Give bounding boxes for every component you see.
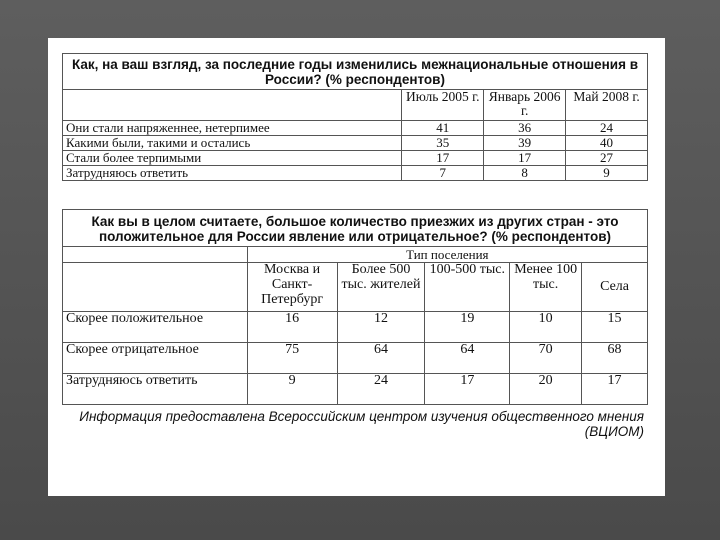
cell-value: 27: [566, 151, 648, 166]
header-blank: [63, 263, 248, 312]
row-label: Скорее положительное: [63, 312, 248, 343]
header-blank: [63, 247, 248, 263]
cell-value: 9: [566, 166, 648, 181]
cell-value: 64: [425, 343, 510, 374]
column-header: 100-500 тыс.: [425, 263, 510, 312]
table-row: [63, 121, 648, 136]
table-row: [63, 343, 648, 374]
cell-value: 24: [337, 374, 425, 405]
column-header: Январь 2006 г.: [484, 90, 566, 121]
cell-value: 24: [566, 121, 648, 136]
column-header: Менее 100 тыс.: [510, 263, 582, 312]
cell-value: 68: [582, 343, 648, 374]
header-blank: [63, 90, 402, 121]
table-row: [63, 374, 648, 405]
cell-value: 19: [425, 312, 510, 343]
row-label: Затрудняюсь ответить: [63, 166, 402, 181]
migrants-table-title: Как вы в целом считаете, большое количество приезжих из других стран - это положительное для России явление или отрицательное? (% респондентов): [63, 210, 648, 247]
row-label: Затрудняюсь ответить: [63, 374, 248, 405]
cell-value: 64: [337, 343, 425, 374]
source-note: Информация предоставлена Всероссийским центром изучения общественного мнения (ВЦИОМ): [79, 409, 644, 440]
cell-value: 35: [402, 136, 484, 151]
row-label: Какими были, такими и остались: [63, 136, 402, 151]
cell-value: 16: [247, 312, 337, 343]
column-header: Села: [582, 263, 648, 312]
cell-value: 7: [402, 166, 484, 181]
row-label: Они стали напряженнее, нетерпимее: [63, 121, 402, 136]
row-label: Стали более терпимыми: [63, 151, 402, 166]
column-header: Май 2008 г.: [566, 90, 648, 121]
slide: [48, 38, 665, 496]
cell-value: 17: [425, 374, 510, 405]
cell-value: 41: [402, 121, 484, 136]
cell-value: 10: [510, 312, 582, 343]
column-header: Москва и Санкт-Петербург: [247, 263, 337, 312]
relations-table-title: Как, на ваш взгляд, за последние годы изменились межнациональные отношения в России? (% респондентов): [63, 54, 648, 90]
table-row: [63, 136, 648, 151]
cell-value: 17: [402, 151, 484, 166]
cell-value: 75: [247, 343, 337, 374]
cell-value: 8: [484, 166, 566, 181]
column-header: Июль 2005 г.: [402, 90, 484, 121]
cell-value: 9: [247, 374, 337, 405]
cell-value: 17: [582, 374, 648, 405]
cell-value: 36: [484, 121, 566, 136]
cell-value: 12: [337, 312, 425, 343]
relations-table: [62, 53, 648, 181]
column-header: Более 500 тыс. жителей: [337, 263, 425, 312]
cell-value: 40: [566, 136, 648, 151]
document-sheet: [62, 53, 648, 440]
cell-value: 15: [582, 312, 648, 343]
cell-value: 17: [484, 151, 566, 166]
table-row: [63, 166, 648, 181]
migrants-table: [62, 209, 648, 405]
cell-value: 70: [510, 343, 582, 374]
cell-value: 20: [510, 374, 582, 405]
table-row: [63, 151, 648, 166]
cell-value: 39: [484, 136, 566, 151]
row-label: Скорее отрицательное: [63, 343, 248, 374]
settlement-type-header: Тип поселения: [247, 247, 647, 263]
table-row: [63, 312, 648, 343]
spacer: [62, 181, 648, 209]
